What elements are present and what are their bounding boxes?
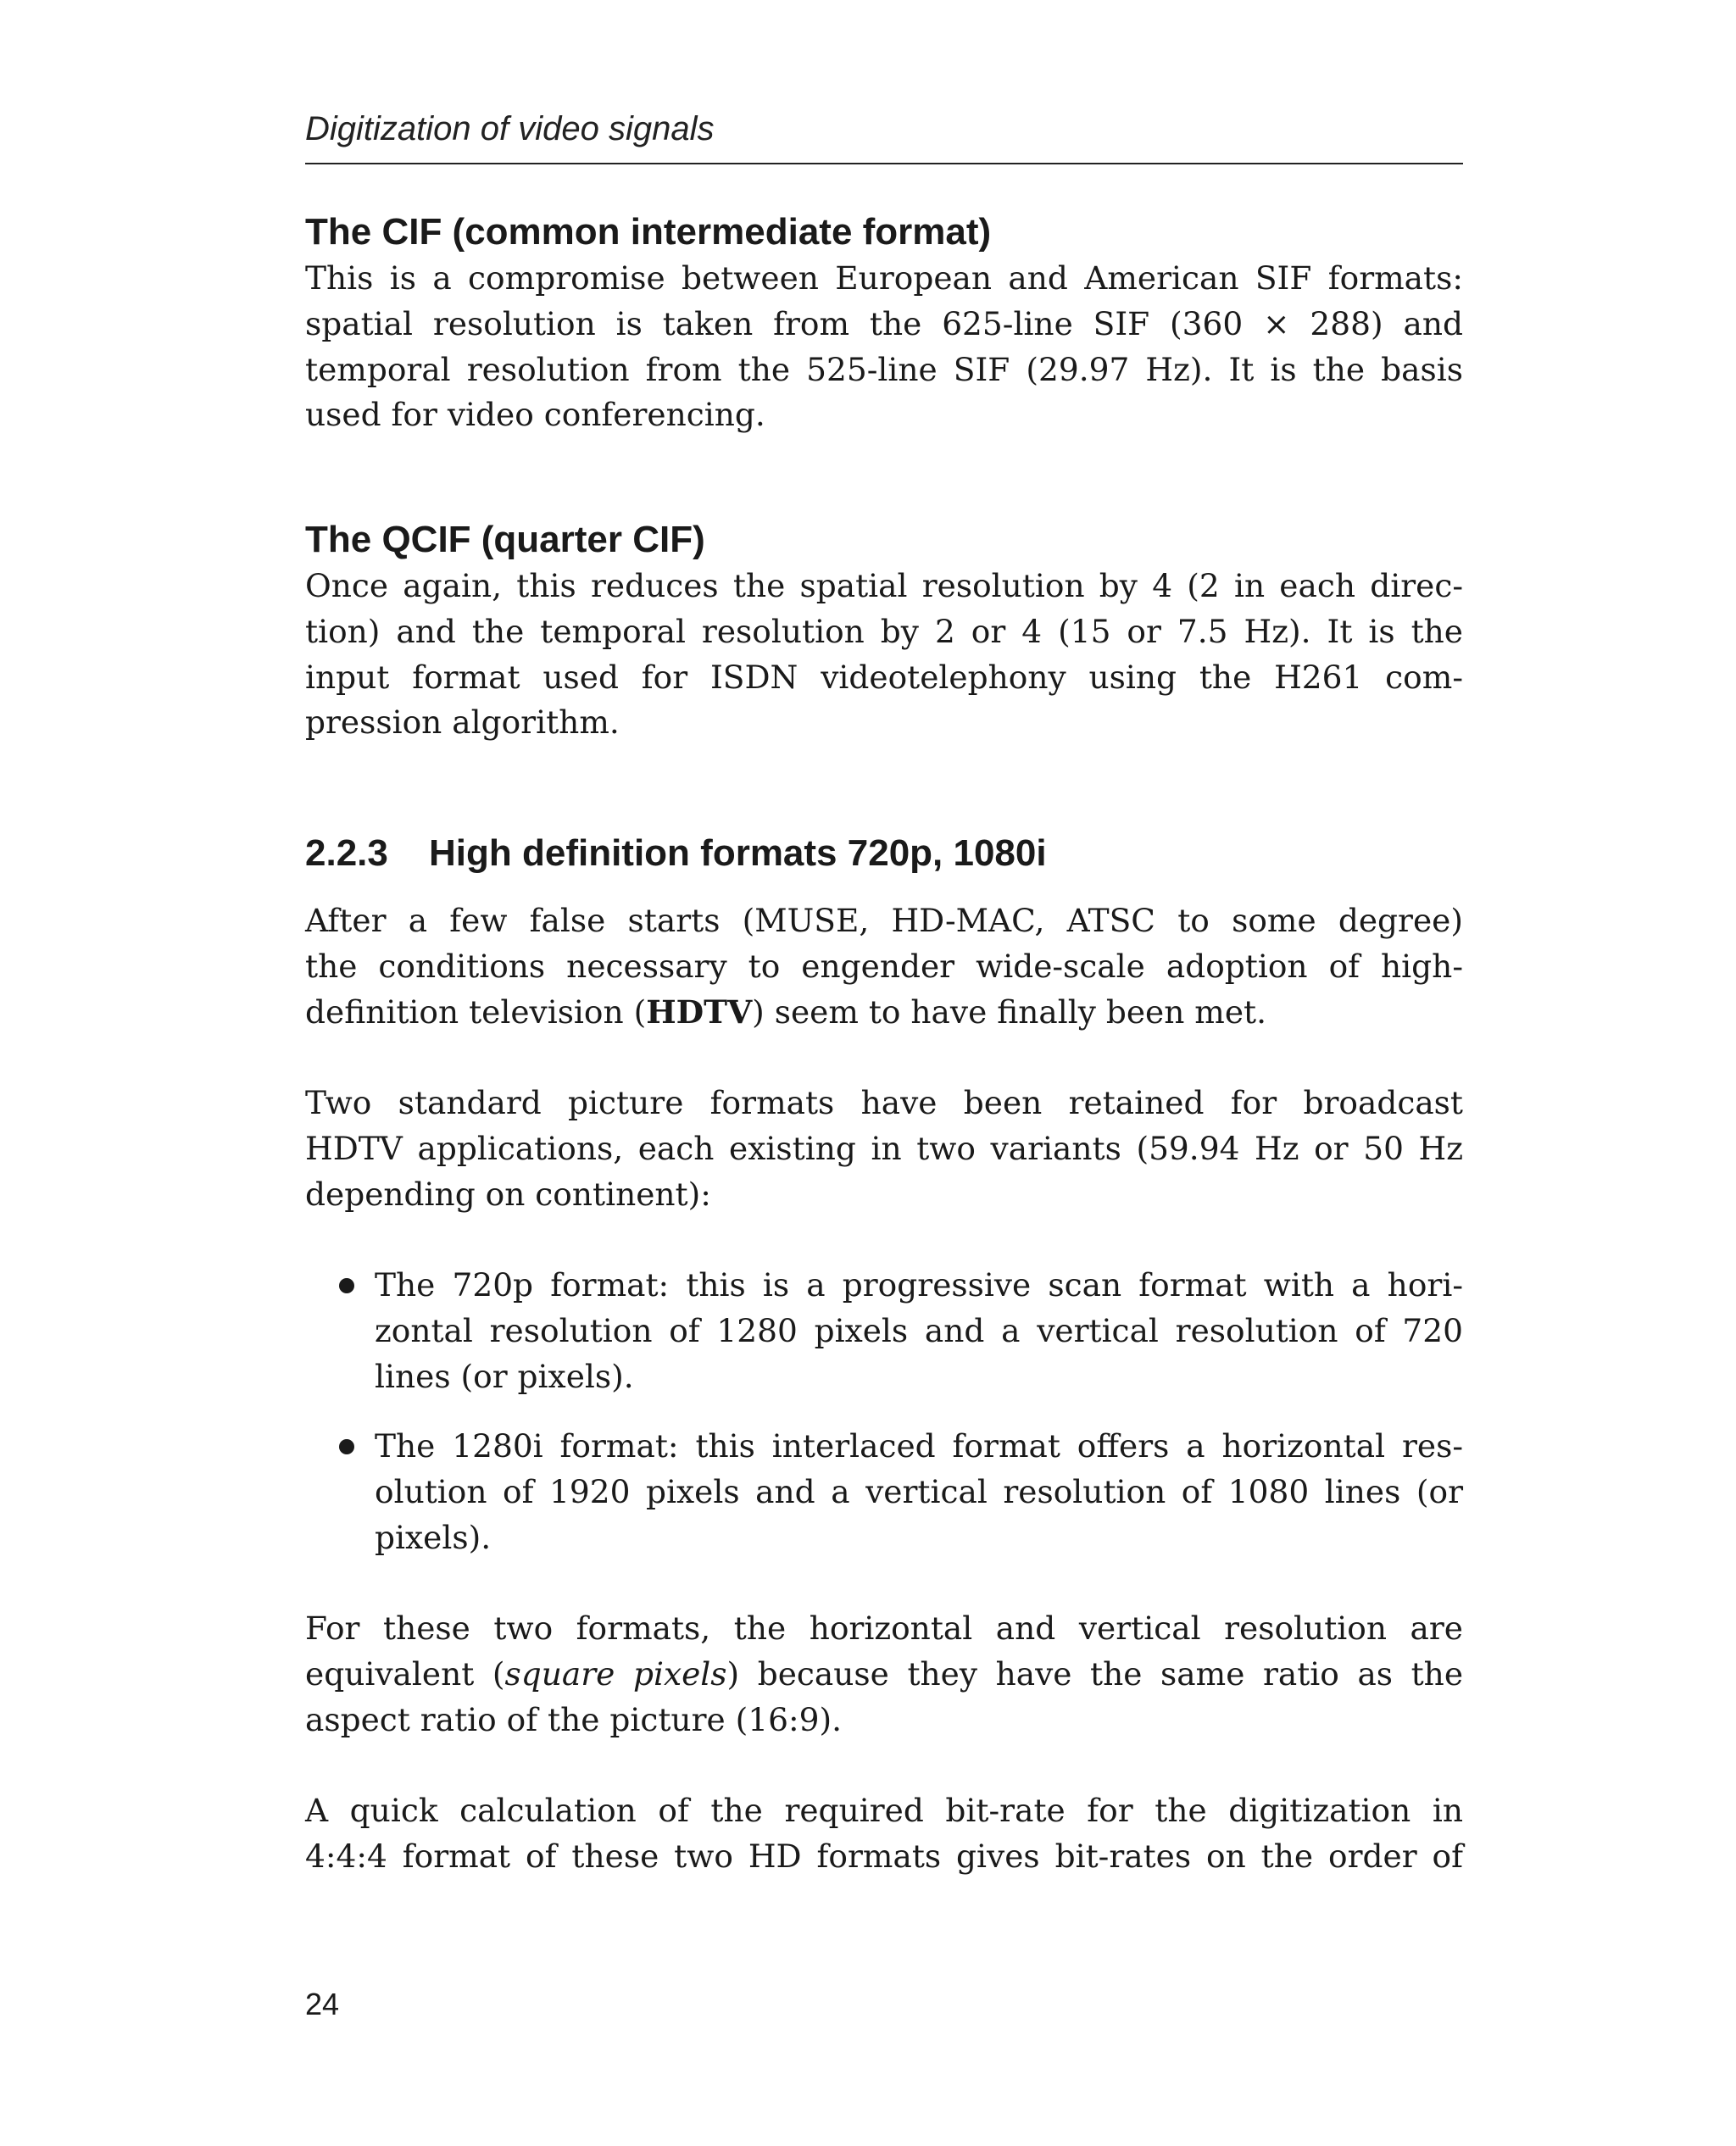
text-line: tion) and the temporal resolution by 2 or 4 (15 or 7.5 Hz). It is the: [305, 612, 1463, 650]
text-line: spatial resolution is taken from the 625-line SIF (360 × 288) and: [305, 304, 1463, 342]
text-run: equivalent (: [305, 1654, 505, 1693]
page-number: 24: [305, 1987, 340, 2021]
hdtv-term: HDTV: [646, 992, 753, 1031]
hd-paragraph-1: [305, 898, 1463, 1035]
text-line: After a few false starts (MUSE, HD-MAC, ATSC to some degree): [305, 902, 1463, 939]
text-line: A quick calculation of the required bit-rate for the digitization in: [305, 1792, 1463, 1829]
list-item-text: [375, 1263, 1463, 1399]
text-line: [305, 990, 1463, 1036]
text-line: [305, 1652, 1463, 1698]
hd-paragraph-2: [305, 1081, 1463, 1217]
text-line: Two standard picture formats have been retained for broadcast: [305, 1084, 1463, 1121]
header-rule: [305, 163, 1463, 164]
text-run: ) because they have the same ratio as the: [726, 1654, 1464, 1693]
text-line: used for video conferencing.: [305, 396, 765, 434]
running-head: Digitization of video signals: [305, 110, 715, 147]
section-title: High definition formats 720p, 1080i: [429, 832, 1047, 874]
text-line: The 1280i format: this interlaced format offers a horizontal res-: [375, 1427, 1463, 1465]
cif-paragraph: [305, 256, 1463, 438]
text-line: aspect ratio of the picture (16:9).: [305, 1700, 842, 1738]
text-line: For these two formats, the horizontal and vertical resolution are: [305, 1610, 1463, 1647]
text-line: Once again, this reduces the spatial resolution by 4 (2 in each direc-: [305, 567, 1463, 604]
qcif-paragraph: [305, 564, 1463, 746]
hd-paragraph-3: [305, 1606, 1463, 1743]
book-page: [305, 0, 1463, 2146]
qcif-heading: The QCIF (quarter CIF): [305, 519, 705, 560]
section-number: 2.2.3: [305, 832, 388, 874]
text-line: depending on continent):: [305, 1175, 711, 1213]
list-item-text: [375, 1424, 1463, 1560]
text-line: olution of 1920 pixels and a vertical resolution of 1080 lines (or: [375, 1472, 1463, 1510]
text-run: definition television (: [305, 992, 647, 1031]
text-line: The 720p format: this is a progressive scan format with a hori-: [375, 1266, 1463, 1304]
text-line: lines (or pixels).: [375, 1357, 634, 1395]
text-line: temporal resolution from the 525-line SIF (29.97 Hz). It is the basis: [305, 350, 1463, 388]
bullet-icon: [339, 1439, 354, 1454]
text-line: the conditions necessary to engender wide-scale adoption of high-: [305, 947, 1463, 985]
text-line: pression algorithm.: [305, 703, 620, 742]
bullet-icon: [339, 1278, 354, 1293]
text-line: HDTV applications, each existing in two variants (59.94 Hz or 50 Hz: [305, 1129, 1463, 1167]
text-run: ) seem to have finally been met.: [752, 992, 1267, 1031]
cif-heading: The CIF (common intermediate format): [305, 211, 992, 253]
text-line: input format used for ISDN videotelephony using the H261 com-: [305, 658, 1463, 696]
square-pixels-term: square pixels: [504, 1654, 727, 1693]
text-line: 4:4:4 format of these two HD formats gives bit-rates on the order of: [305, 1837, 1463, 1875]
section-heading-2-2-3: [305, 828, 1047, 879]
hd-paragraph-4: [305, 1788, 1463, 1880]
text-line: This is a compromise between European and American SIF formats:: [305, 259, 1463, 297]
text-line: zontal resolution of 1280 pixels and a vertical resolution of 720: [375, 1311, 1463, 1349]
text-line: pixels).: [375, 1518, 492, 1556]
